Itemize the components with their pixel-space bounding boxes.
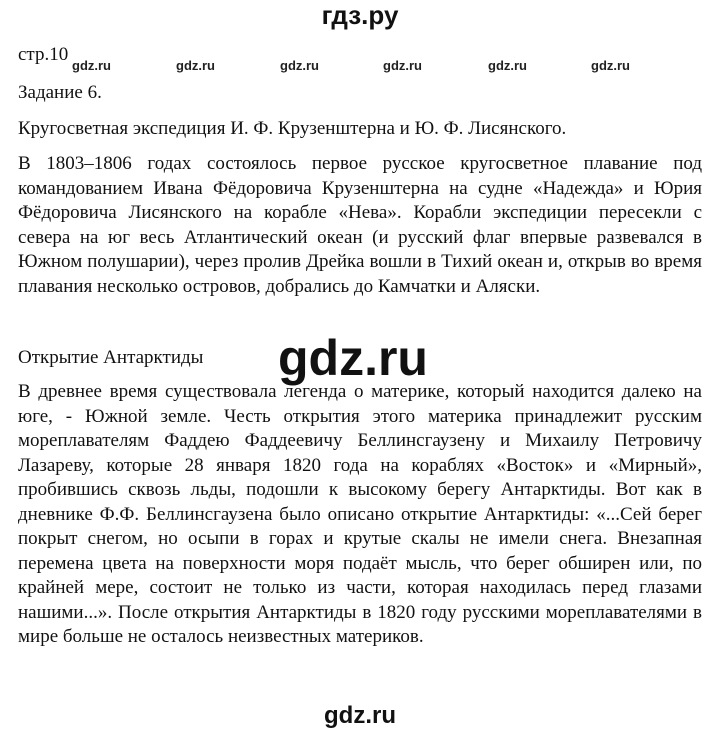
section-title-expedition: Кругосветная экспедиция И. Ф. Крузенштерна и Ю. Ф. Лисянского. [18, 118, 567, 139]
watermark-large: gdz.ru [278, 330, 428, 386]
paragraph-expedition: В 1803–1806 годах состоялось первое русское кругосветное плавание под командованием Ивана Фёдоровича Крузенштерна на судне «Надежда» и Юрия Фёдоровича Лисянского на корабле «Нева». Корабли экспедиции пересекли с севера на юг весь Атлантический океан (и русский флаг впервые развевался в Южном полушарии), через пролив Дрейка вошли в Тихий океан и, открыв во время плавания несколько островов, добрались до Камчатки и Аляски. [18, 153, 702, 297]
section-title-antarctica: Открытие Антарктиды [18, 347, 204, 368]
paragraph-antarctica: В древнее время существовала легенда о материке, который находится далеко на юге, - Южной земле. Честь открытия этого материка принадлежит русским мореплавателям Фаддею Фаддеевичу Беллинсгаузену и Михаилу Петровичу Лазареву, которые 28 января 1820 года на кораблях «Восток» и «Мирный», пробившись сквозь льды, подошли к высокому берегу Антарктиды. Вот как в дневнике Ф.Ф. Беллинсгаузена было описано открытие Антарктиды: «...Сей берег покрыт снегом, но осыпи в горах и крутые скалы не имели снега. Внезапная перемена цвета на поверхности моря подаёт мысль, что берег обширен или, по крайней мере, состоит не только из части, которая находилась перед глазами нашими...». После открытия Антарктиды в 1820 году русскими мореплавателями в мире больше не осталось неизвестных материков. [18, 381, 702, 647]
site-header-logo: гдз.ру [321, 0, 399, 30]
watermark: gdz.ru [383, 58, 422, 73]
task-title: Задание 6. [18, 82, 102, 103]
watermark-row [0, 58, 720, 74]
watermark: gdz.ru [591, 58, 630, 73]
watermark: gdz.ru [488, 58, 527, 73]
watermark-footer: gdz.ru [324, 702, 396, 729]
watermark: gdz.ru [72, 58, 111, 73]
page-reference: стр.10 [18, 44, 69, 65]
watermark: gdz.ru [280, 58, 319, 73]
watermark: gdz.ru [176, 58, 215, 73]
